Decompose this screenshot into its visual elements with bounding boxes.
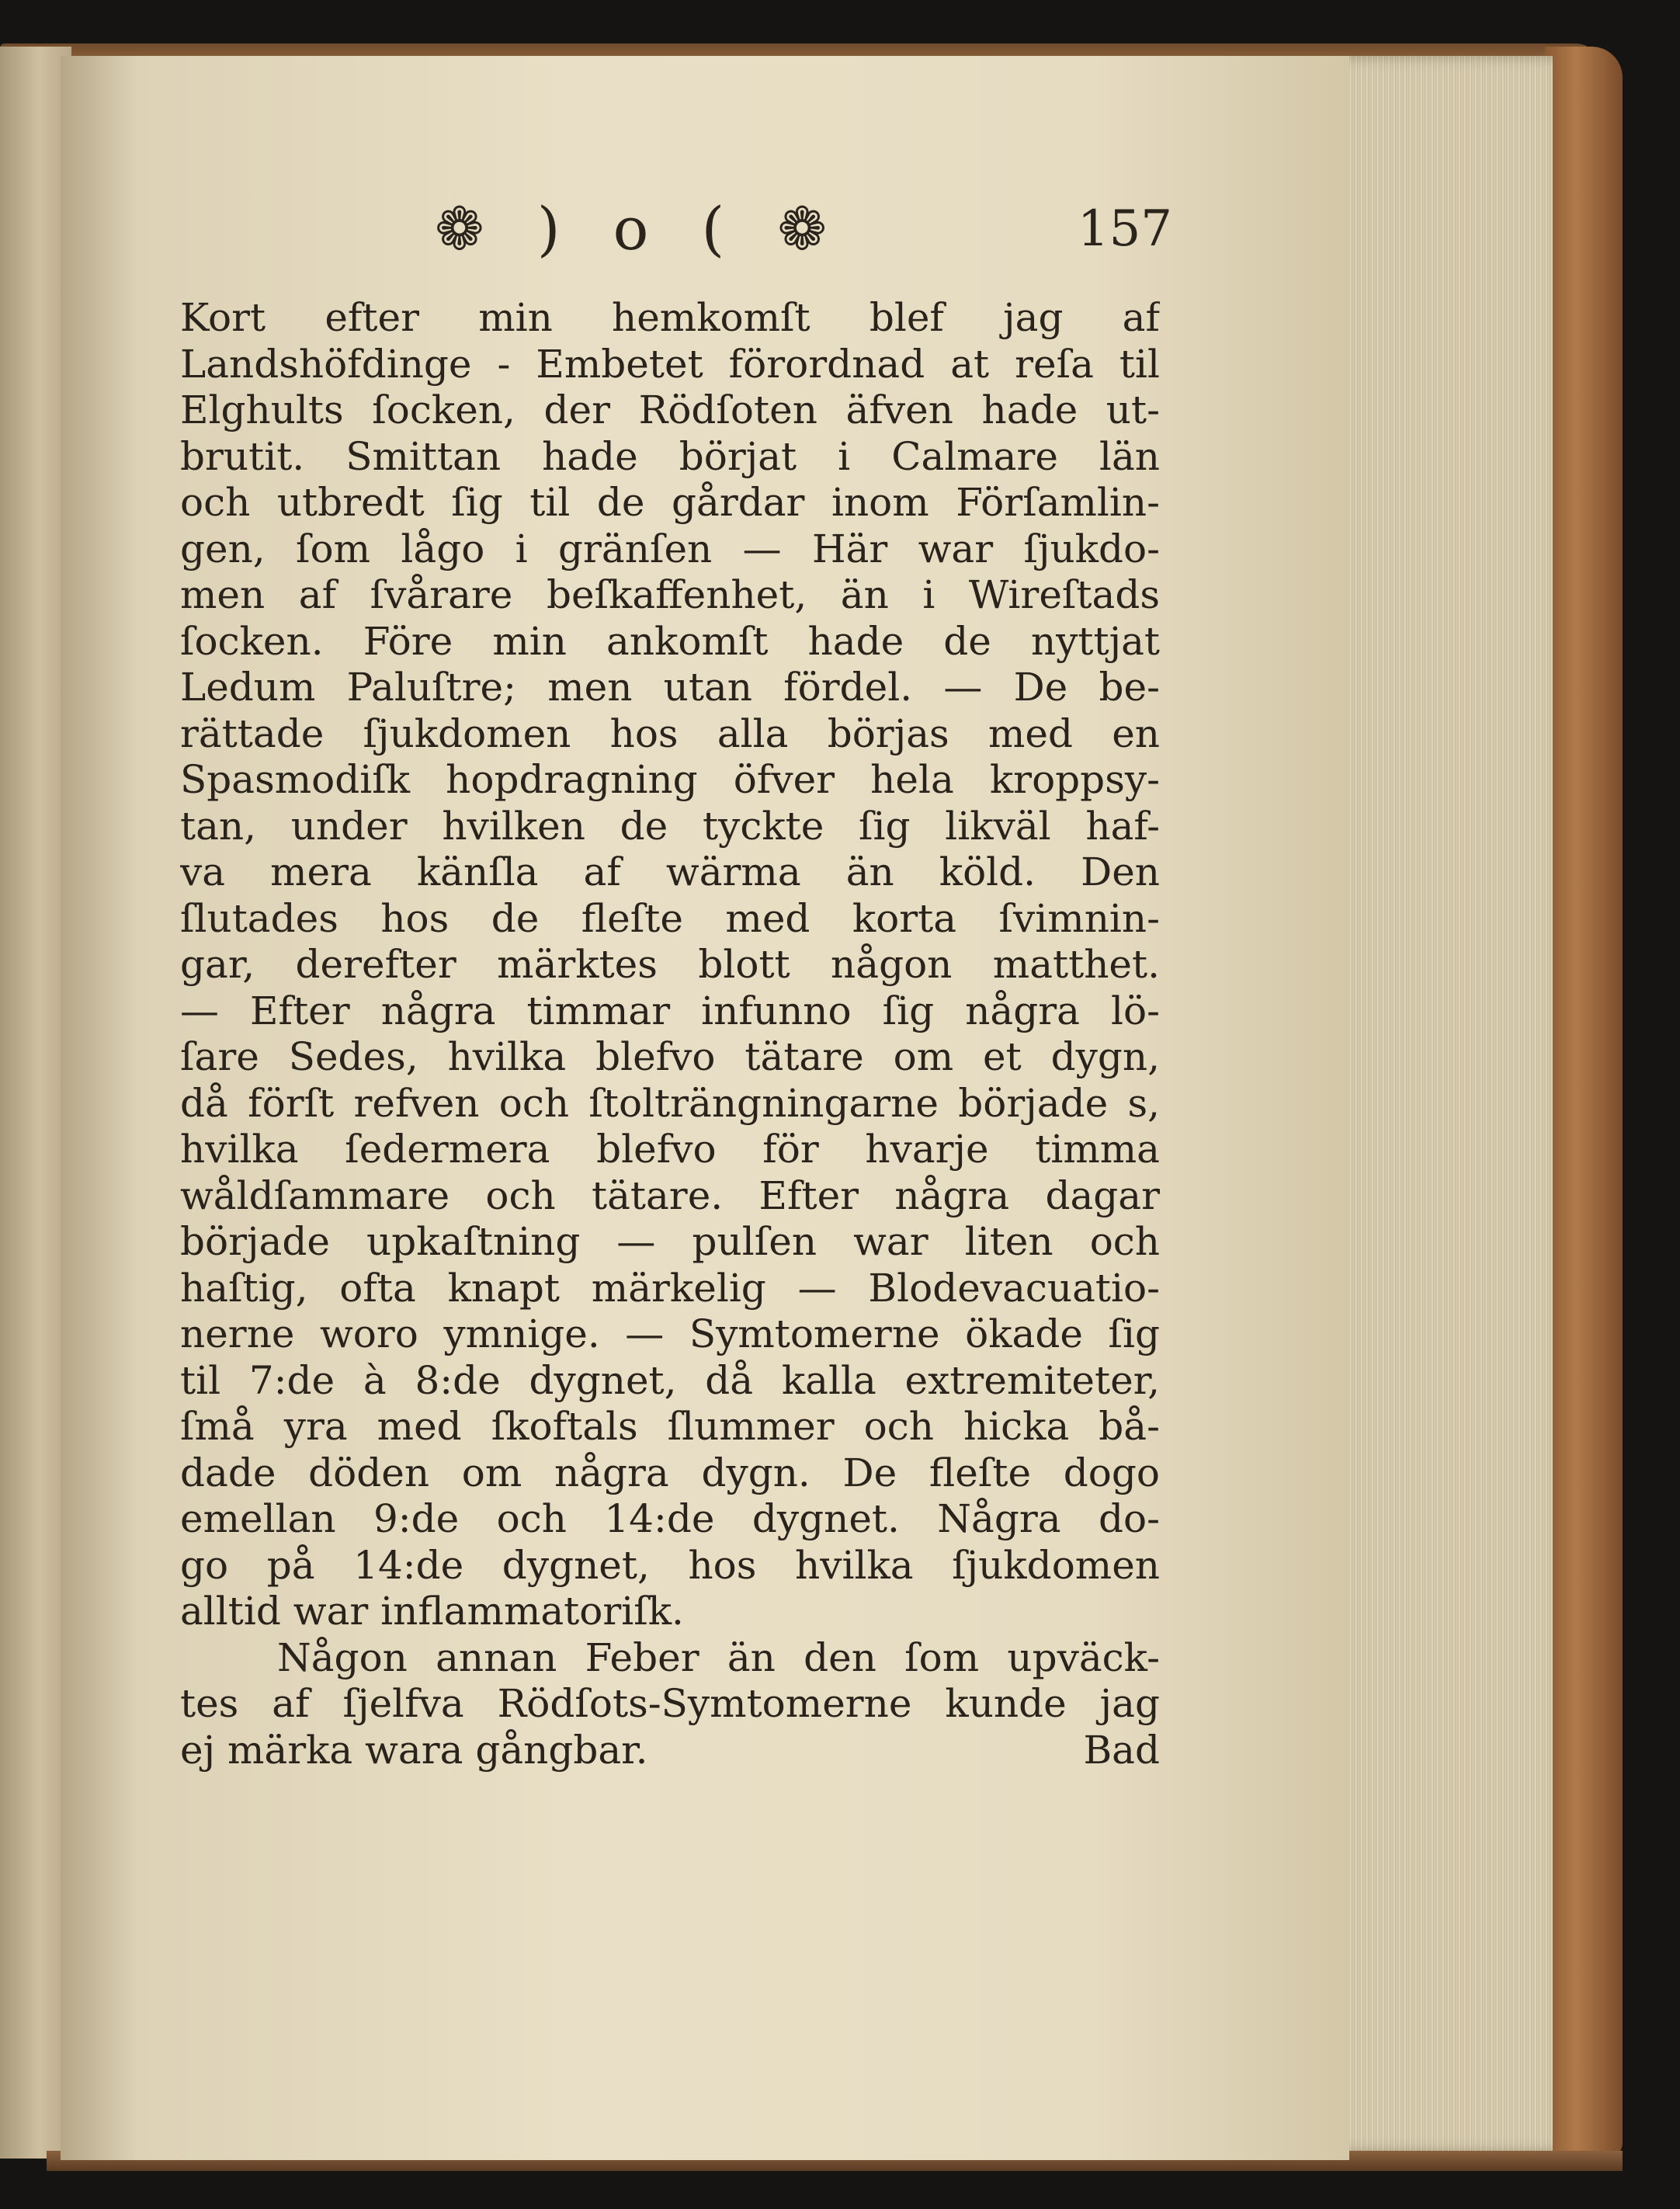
text-line: Elghults ſocken, der Rödſoten äfven hade ut-	[180, 387, 1160, 432]
text-line: ej märka wara gångbar.	[180, 1727, 648, 1773]
text-line: nerne woro ymnige. — Symtomerne ökade ſig	[180, 1311, 1160, 1356]
text-line: Spasmodiſk hopdragning öfver hela kroppsy-	[180, 757, 1160, 802]
text-line: men af ſvårare beſkaffenhet, än i Wireſtads	[180, 572, 1160, 617]
ornament-header: ❁ ) o ( ❁	[435, 194, 845, 263]
cover-right-edge	[1545, 47, 1623, 2159]
text-line: rättade ſjukdomen hos alla börjas med en	[180, 710, 1160, 756]
text-line: började upkaſtning — pulſen war liten och	[180, 1219, 1160, 1264]
text-line: ſmå yra med ſkoftals ſlummer och hicka bå-	[180, 1404, 1160, 1449]
text-line: och utbredt ſig til de gårdar inom Förſamlin-	[180, 480, 1160, 525]
text-line: alltid war inflammatoriſk.	[180, 1589, 684, 1634]
text-line: Landshöfdinge - Embetet förordnad at reſa til	[180, 341, 1160, 387]
page-fore-edge	[1320, 56, 1553, 2152]
text-line: tes af ſjelfva Rödſots-Symtomerne kunde jag	[180, 1681, 1160, 1726]
text-line: ſare Sedes, hvilka blefvo tätare om et dygn,	[180, 1034, 1160, 1079]
body-text	[180, 295, 1160, 1773]
text-line: va mera känſla af wärma än köld. Den	[180, 849, 1160, 894]
text-line: gen, ſom lågo i gränſen — Här war ſjukdo-	[180, 526, 1160, 571]
text-line: ſocken. Före min ankomſt hade de nyttjat	[180, 618, 1160, 664]
text-line: haſtig, ofta knapt märkelig — Blodevacuatio-	[180, 1265, 1160, 1311]
text-line: tan, under hvilken de tyckte ſig likväl haf-	[180, 803, 1160, 849]
text-line: emellan 9:de och 14:de dygnet. Några do-	[180, 1496, 1160, 1541]
text-line: til 7:de à 8:de dygnet, då kalla extremiteter,	[180, 1357, 1160, 1403]
text-line: dade döden om några dygn. De fleſte dogo	[180, 1450, 1160, 1495]
text-line: då förſt refven och ſtolträngningarne började s,	[180, 1080, 1160, 1126]
text-line: wåldſammare och tätare. Efter några dagar	[180, 1172, 1160, 1218]
running-head	[435, 194, 1172, 264]
text-line: Någon annan Feber än den ſom upväck-	[277, 1634, 1160, 1680]
catchword: Bad	[1083, 1727, 1160, 1773]
page-number: 157	[1077, 200, 1172, 258]
text-line: Kort efter min hemkomſt blef jag af	[180, 295, 1160, 340]
text-line: gar, derefter märktes blott någon matthet.	[180, 942, 1160, 987]
text-line: brutit. Smittan hade börjat i Calmare län	[180, 433, 1160, 479]
text-line: go på 14:de dygnet, hos hvilka ſjukdomen	[180, 1542, 1160, 1588]
text-line: ſlutades hos de fleſte med korta ſvimnin-	[180, 895, 1160, 941]
paragraph-container	[180, 295, 1160, 1773]
text-line: — Efter några timmar infunno ſig några lö-	[180, 988, 1160, 1033]
text-line: hvilka ſedermera blefvo för hvarje timma	[180, 1127, 1160, 1172]
text-line: Ledum Paluſtre; men utan fördel. — De be-	[180, 665, 1160, 710]
